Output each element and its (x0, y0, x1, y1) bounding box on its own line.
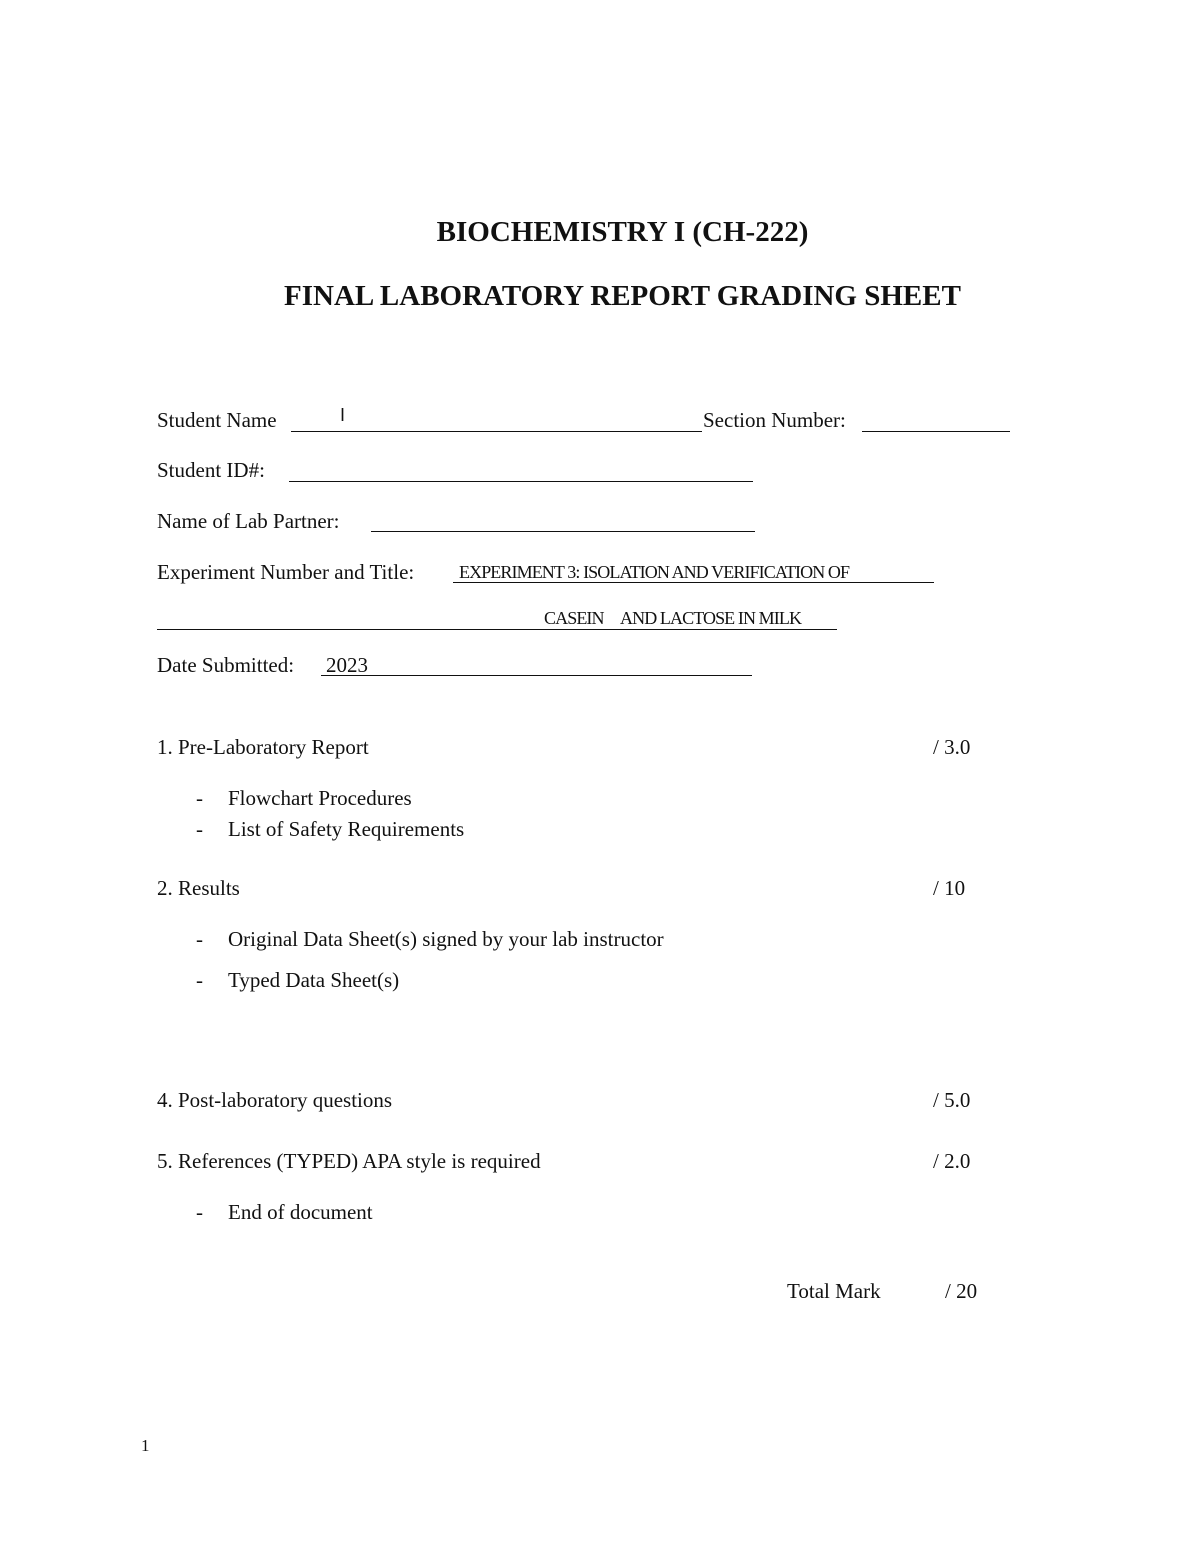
section-number-field[interactable] (862, 431, 1010, 432)
total-mark-score: / 20 (945, 1279, 978, 1303)
page-number: 1 (141, 1436, 150, 1455)
section-number-label: Section Number: (703, 408, 846, 432)
student-name-field[interactable] (291, 431, 702, 432)
criterion-pre-lab-label: 1. Pre-Laboratory Report (157, 735, 369, 759)
bullet-dash: - (196, 927, 203, 951)
student-name-label: Student Name (157, 408, 277, 432)
bullet-dash: - (196, 817, 203, 841)
criterion-references-score: / 2.0 (933, 1149, 971, 1173)
experiment-label: Experiment Number and Title: (157, 560, 415, 584)
student-id-label: Student ID#: (157, 458, 265, 482)
criterion-pre-lab-score: / 3.0 (933, 735, 971, 759)
course-title: BIOCHEMISTRY I (CH-222) (436, 216, 809, 248)
list-item: List of Safety Requirements (228, 817, 465, 841)
student-id-field[interactable] (289, 481, 753, 482)
lab-partner-field[interactable] (371, 531, 755, 532)
bullet-dash: - (196, 786, 203, 810)
date-submitted-field[interactable] (321, 675, 752, 676)
criterion-results-score: / 10 (933, 876, 966, 900)
date-submitted-value: 2023 (326, 653, 368, 677)
list-item: End of document (228, 1200, 373, 1224)
experiment-field-line2[interactable] (157, 629, 837, 630)
sheet-title: FINAL LABORATORY REPORT GRADING SHEET (284, 280, 961, 312)
bullet-dash: - (196, 968, 203, 992)
bullet-dash: - (196, 1200, 203, 1224)
lab-partner-label: Name of Lab Partner: (157, 509, 340, 533)
list-item: Typed Data Sheet(s) (228, 968, 400, 992)
criterion-post-lab-score: / 5.0 (933, 1088, 971, 1112)
criterion-post-lab-label: 4. Post-laboratory questions (157, 1088, 393, 1112)
experiment-value-line1: EXPERIMENT 3: ISOLATION AND VERIFICATION OF (459, 562, 850, 582)
experiment-value-casein: CASEIN (544, 608, 604, 628)
student-name-value: I (340, 405, 346, 425)
criterion-references-label: 5. References (TYPED) APA style is required (157, 1149, 541, 1173)
list-item: Flowchart Procedures (228, 786, 412, 810)
experiment-value-line2: AND LACTOSE IN MILK (620, 608, 802, 628)
list-item: Original Data Sheet(s) signed by your lab instructor (228, 927, 664, 951)
criterion-results-label: 2. Results (157, 876, 240, 900)
total-mark-label: Total Mark (787, 1279, 881, 1303)
date-submitted-label: Date Submitted: (157, 653, 295, 677)
